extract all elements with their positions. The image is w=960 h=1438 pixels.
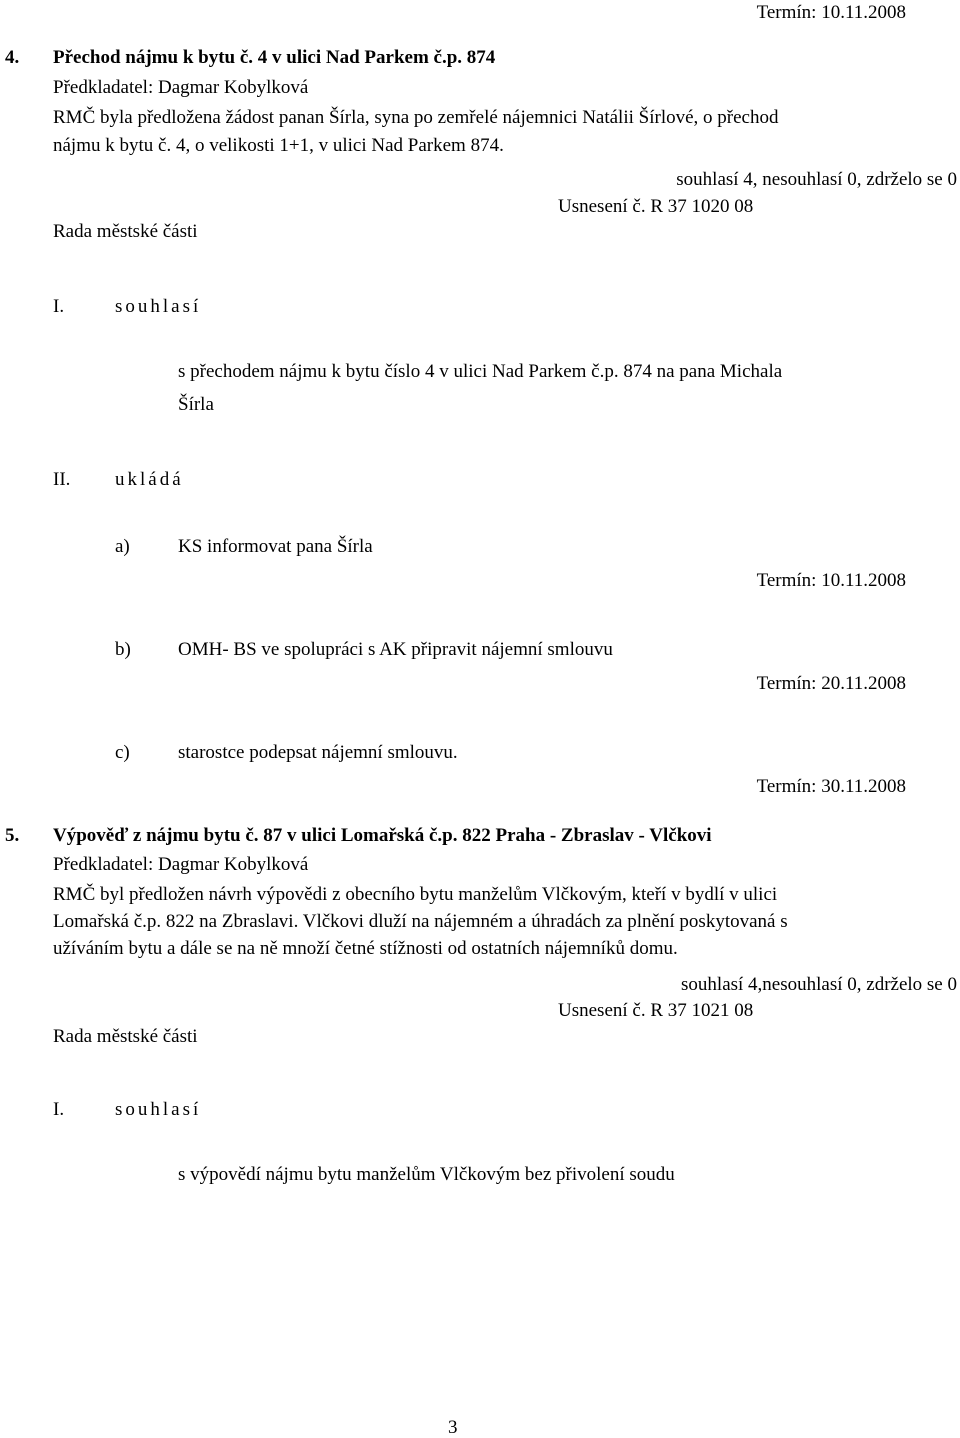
description-line: Lomařská č.p. 822 na Zbraslavi. Vlčkovi dluží na nájemném a úhradách za plnění poskytovaná s xyxy=(53,911,788,932)
task-letter: a) xyxy=(115,536,130,557)
part-numeral: I. xyxy=(53,296,65,317)
resolution-number: Usnesení č. R 37 1020 08 xyxy=(558,196,754,217)
page-number: 3 xyxy=(448,1417,458,1438)
part-text-line: s přechodem nájmu k bytu číslo 4 v ulici Nad Parkem č.p. 874 na pana Michala xyxy=(178,361,783,382)
description-line: nájmu k bytu č. 4, o velikosti 1+1, v ulici Nad Parkem 874. xyxy=(53,135,504,156)
part-verb: souhlasí xyxy=(115,296,202,317)
section-number: 5. xyxy=(5,825,20,846)
part-text-line: Šírla xyxy=(178,394,214,415)
description-line: RMČ byla předložena žádost panan Šírla, syna po zemřelé nájemnici Natálii Šírlové, o přechod xyxy=(53,107,779,128)
council-name: Rada městské části xyxy=(53,221,198,242)
part-verb: ukládá xyxy=(115,469,184,490)
part-verb: souhlasí xyxy=(115,1099,202,1120)
task-deadline: Termín: 10.11.2008 xyxy=(756,570,906,591)
task-letter: b) xyxy=(115,639,131,660)
task-deadline: Termín: 20.11.2008 xyxy=(756,673,906,694)
section-title: Přechod nájmu k bytu č. 4 v ulici Nad Parkem č.p. 874 xyxy=(53,47,496,68)
part-text-line: s výpovědí nájmu bytu manželům Vlčkovým bez přivolení soudu xyxy=(178,1164,675,1185)
description-line: užíváním bytu a dále se na ně množí četné stížnosti od ostatních nájemníků domu. xyxy=(53,938,678,959)
part-numeral: II. xyxy=(53,469,71,490)
part-numeral: I. xyxy=(53,1099,65,1120)
task-deadline: Termín: 30.11.2008 xyxy=(756,776,906,797)
submitter: Předkladatel: Dagmar Kobylková xyxy=(53,854,309,875)
council-name: Rada městské části xyxy=(53,1026,198,1047)
resolution-number: Usnesení č. R 37 1021 08 xyxy=(558,1000,754,1021)
section-title: Výpověď z nájmu bytu č. 87 v ulici Lomařská č.p. 822 Praha - Zbraslav - Vlčkovi xyxy=(53,825,712,846)
vote-result: souhlasí 4, nesouhlasí 0, zdrželo se 0 xyxy=(676,169,957,190)
top-deadline: Termín: 10.11.2008 xyxy=(756,2,906,23)
task-text: KS informovat pana Šírla xyxy=(178,536,373,557)
description-line: RMČ byl předložen návrh výpovědi z obecního bytu manželům Vlčkovým, kteří v bydlí v ulici xyxy=(53,884,778,905)
vote-result: souhlasí 4,nesouhlasí 0, zdrželo se 0 xyxy=(681,974,957,995)
task-letter: c) xyxy=(115,742,130,763)
submitter: Předkladatel: Dagmar Kobylková xyxy=(53,77,309,98)
section-number: 4. xyxy=(5,47,20,68)
task-text: starostce podepsat nájemní smlouvu. xyxy=(178,742,458,763)
task-text: OMH- BS ve spolupráci s AK připravit nájemní smlouvu xyxy=(178,639,613,660)
